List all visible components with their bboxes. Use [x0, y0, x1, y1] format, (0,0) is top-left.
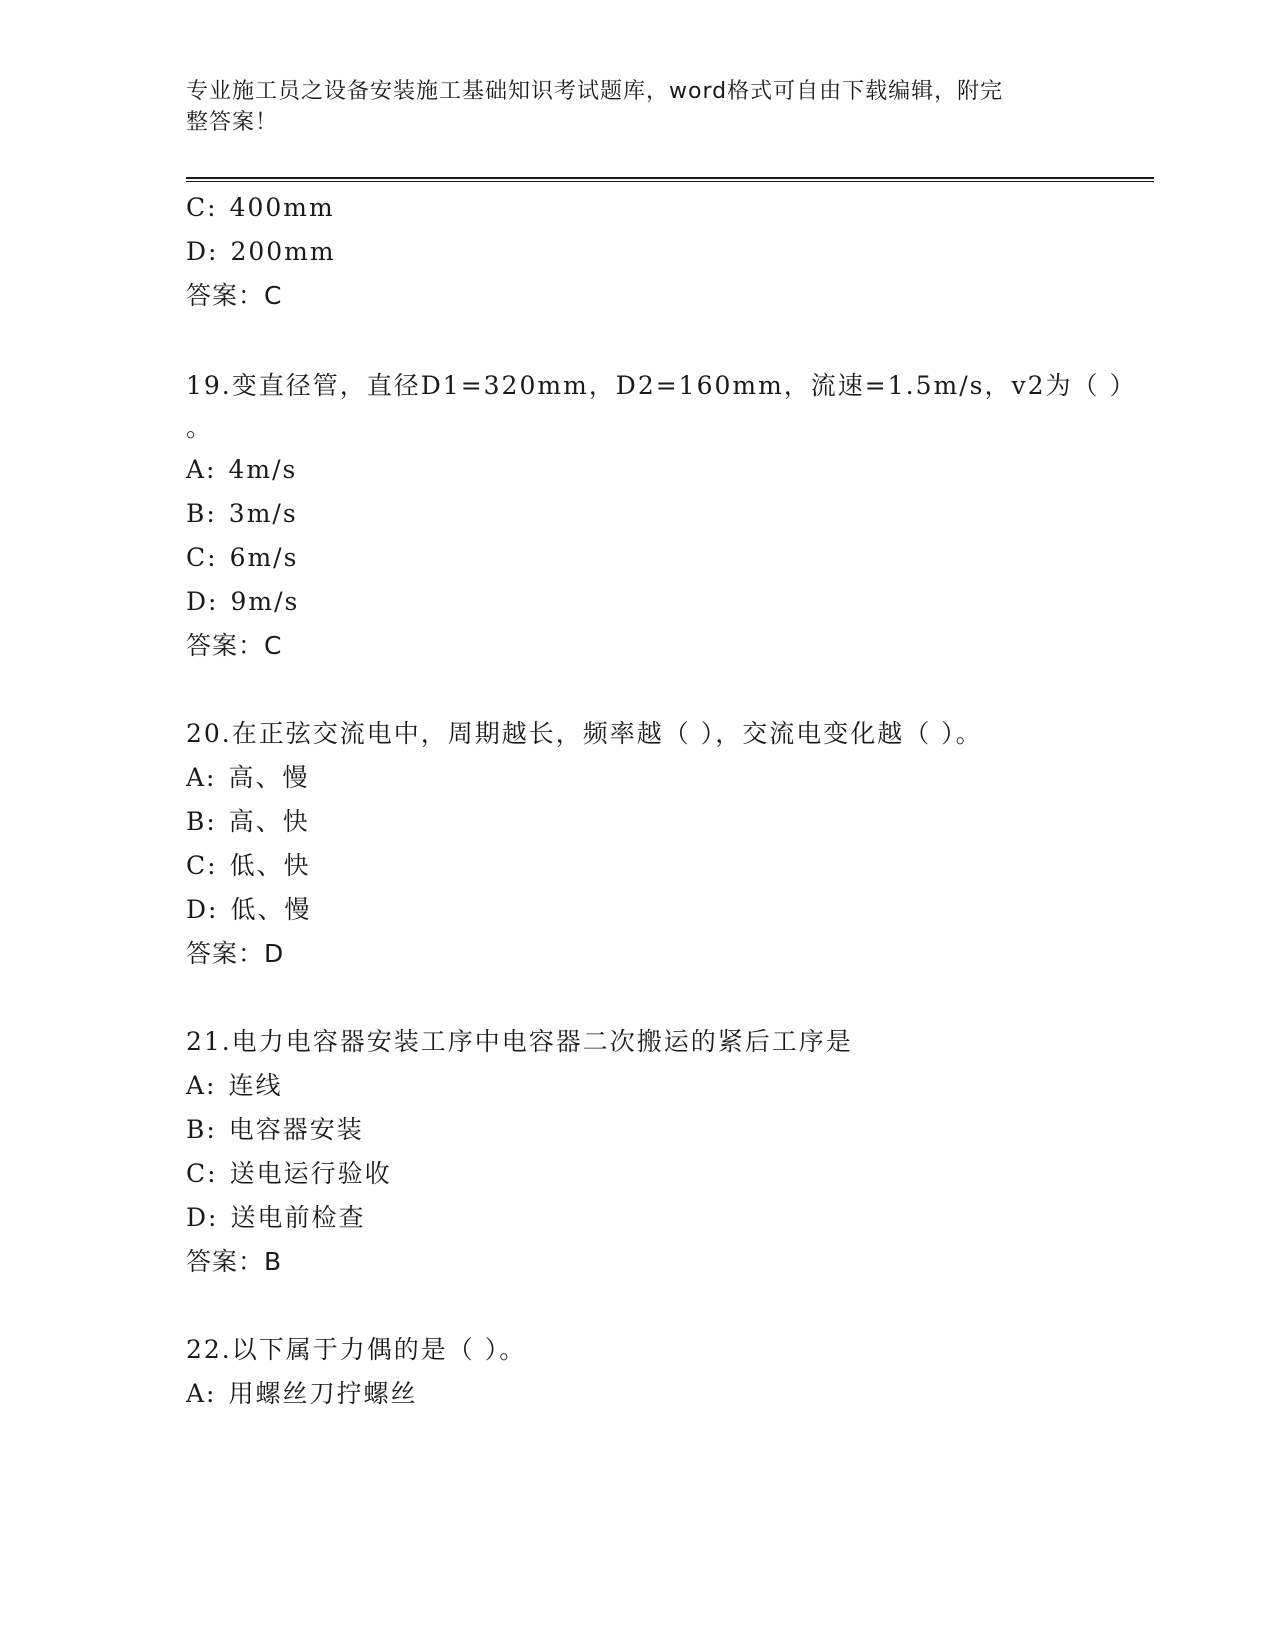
question-20-option-d — [186, 894, 311, 926]
question-19-stem: 19.变直径管，直径D1=320mm，D2=160mm，流速=1.5m/s，v2为（ ） — [186, 371, 1137, 400]
question-19-stem-cont: 。 — [186, 413, 214, 442]
option-letter: A: — [186, 455, 217, 484]
option-text: 高、快 — [228, 807, 310, 836]
option-text: 送电运行验收 — [229, 1159, 392, 1188]
option-letter: C: — [186, 1159, 218, 1188]
option-text: 9m/s — [230, 587, 300, 616]
option-text: 400mm — [229, 193, 335, 222]
option-text: 电容器安装 — [228, 1115, 364, 1144]
question-19-option-c — [186, 542, 298, 574]
question-21-option-c — [186, 1158, 392, 1190]
question-19-option-b — [186, 498, 298, 530]
question-20-stem: 20.在正弦交流电中，周期越长，频率越（ ），交流电变化越（ ）。 — [186, 719, 983, 748]
option-letter: C: — [186, 543, 218, 572]
option-letter: A: — [186, 763, 217, 792]
option-text: 用螺丝刀拧螺丝 — [228, 1379, 418, 1408]
option-letter: B: — [186, 499, 217, 528]
option-text: 连线 — [228, 1071, 283, 1100]
question-21-answer: 答案：B — [186, 1247, 283, 1276]
question-21-stem: 21.电力电容器安装工序中电容器二次搬运的紧后工序是 — [186, 1027, 853, 1056]
option-text: 4m/s — [228, 455, 298, 484]
question-20-option-a — [186, 762, 310, 794]
header-line-2: 整答案！ — [186, 110, 279, 135]
document-header — [186, 76, 1066, 138]
question-19-answer: 答案：C — [186, 631, 283, 660]
question-21-option-a — [186, 1070, 283, 1102]
option-text: 送电前检查 — [230, 1203, 366, 1232]
question-21-option-b — [186, 1114, 364, 1146]
question-20-option-b — [186, 806, 310, 838]
option-text: 低、快 — [229, 851, 311, 880]
option-c-prev — [186, 192, 335, 224]
option-letter: C: — [186, 851, 218, 880]
option-letter: D: — [186, 587, 219, 616]
question-20-option-c — [186, 850, 311, 882]
option-text: 200mm — [230, 237, 336, 266]
header-line-1: 专业施工员之设备安装施工基础知识考试题库，word格式可自由下载编辑，附完 — [186, 79, 1004, 104]
option-letter: D: — [186, 237, 219, 266]
option-text: 6m/s — [229, 543, 299, 572]
option-d-prev — [186, 236, 336, 268]
option-letter: D: — [186, 895, 219, 924]
question-22-stem: 22.以下属于力偶的是（ ）。 — [186, 1335, 527, 1364]
option-letter: C: — [186, 193, 218, 222]
question-21-option-d — [186, 1202, 365, 1234]
option-letter: D: — [186, 1203, 219, 1232]
answer-prev: 答案：C — [186, 281, 283, 310]
option-text: 高、慢 — [228, 763, 310, 792]
header-divider-thin — [186, 181, 1154, 182]
option-letter: B: — [186, 807, 217, 836]
question-19-option-a — [186, 454, 297, 486]
option-letter: A: — [186, 1071, 217, 1100]
question-19-option-d — [186, 586, 299, 618]
option-text: 3m/s — [228, 499, 298, 528]
option-text: 低、慢 — [230, 895, 312, 924]
option-letter: A: — [186, 1379, 217, 1408]
header-divider-thick — [186, 177, 1154, 179]
option-letter: B: — [186, 1115, 217, 1144]
question-22-option-a — [186, 1378, 418, 1410]
question-20-answer: 答案：D — [186, 939, 285, 968]
